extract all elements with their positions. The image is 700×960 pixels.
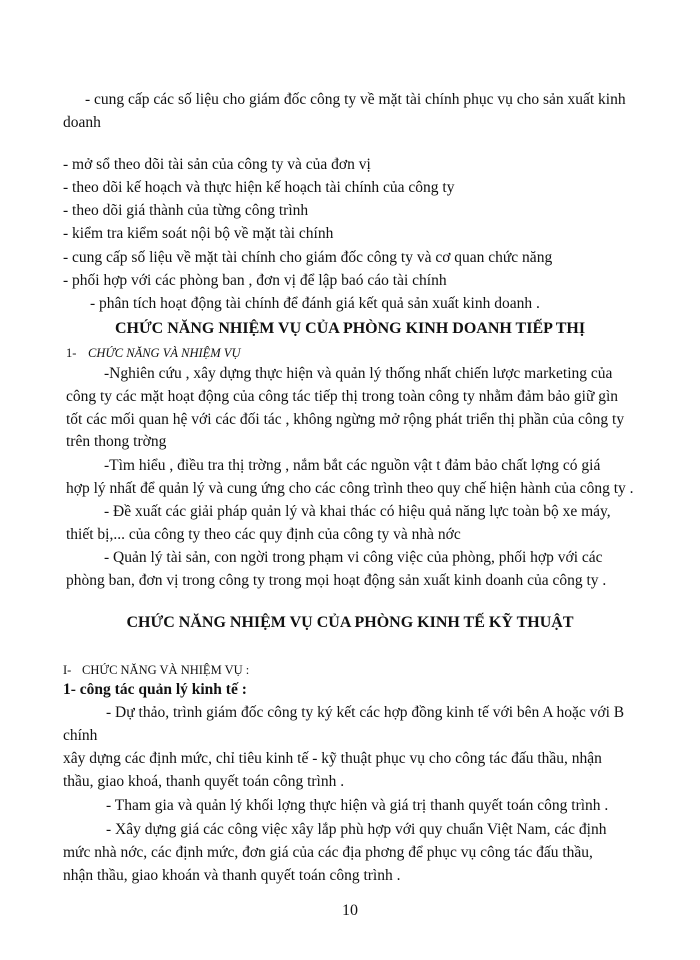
- paragraph-line: - cung cấp các số liệu cho giám đốc công ty về mặt tài chính phục vụ cho sản xuất kinh: [85, 91, 626, 108]
- list-item: - phối hợp với các phòng ban , đơn vị để lập baó cáo tài chính: [63, 272, 447, 289]
- list-item: - theo dõi kế hoạch và thực hiện kế hoạch tài chính của công ty: [63, 179, 455, 196]
- paragraph-line: - Tham gia và quản lý khối lợng thực hiện và giá trị thanh quyết toán công trình .: [106, 797, 609, 814]
- list-item: - theo dõi giá thành của từng công trình: [63, 202, 309, 219]
- paragraph-line: thiết bị,... của công ty theo các quy định của công ty và nhà nớc: [66, 526, 461, 543]
- paragraph-line: - Dự thảo, trình giám đốc công ty ký kết các hợp đồng kinh tế với bên A hoặc với B: [106, 704, 625, 721]
- paragraph-line: công ty các mặt hoạt động của công tác tiếp thị trong toàn công ty nhằm đảm bảo giữ gìn: [66, 388, 619, 405]
- paragraph-line: phòng ban, đơn vị trong công ty trong mọi hoạt động sản xuất kinh doanh của công ty .: [66, 572, 607, 589]
- subheading: CHỨC NĂNG VÀ NHIỆM VỤ: [88, 346, 241, 360]
- paragraph-line: trên thong trờng: [66, 433, 167, 450]
- paragraph-line: mức nhà nớc, các định mức, đơn giá của các địa phơng để phục vụ công tác đấu thầu,: [63, 844, 593, 861]
- paragraph-line: - Đề xuất các giải pháp quản lý và khai thác có hiệu quả năng lực toàn bộ xe máy,: [104, 503, 611, 520]
- list-item: - mở sổ theo dõi tài sản của công ty và của đơn vị: [63, 156, 371, 173]
- paragraph-line: -Tìm hiểu , điều tra thị trờng , nắm bắt các nguồn vật t đảm bảo chất lợng có giá: [104, 457, 601, 474]
- paragraph-line: hợp lý nhất để quản lý và cung ứng cho các công trình theo quy chế hiện hành của công ty .: [66, 480, 634, 497]
- item-heading: 1- công tác quản lý kinh tế :: [63, 681, 247, 698]
- paragraph-line: doanh: [63, 114, 101, 131]
- list-item: - cung cấp số liệu về mặt tài chính cho giám đốc công ty và cơ quan chức năng: [63, 249, 553, 266]
- subheading-number: I-: [63, 663, 72, 677]
- page-number: 10: [342, 902, 358, 919]
- paragraph-line: xây dựng các định mức, chỉ tiêu kinh tế - kỹ thuật phục vụ cho công tác đấu thầu, nhận: [63, 750, 602, 767]
- paragraph-line: - Quản lý tài sản, con ngời trong phạm vi công việc của phòng, phối hợp với các: [104, 549, 603, 566]
- paragraph-line: -Nghiên cứu , xây dựng thực hiện và quản lý thống nhất chiến lược marketing của: [104, 365, 613, 382]
- paragraph-line: chính: [63, 727, 98, 744]
- paragraph-line: nhận thầu, giao khoán và thanh quyết toán công trình .: [63, 867, 401, 884]
- section-heading: CHỨC NĂNG NHIỆM VỤ CỦA PHÒNG KINH DOANH TIẾP THỊ: [114, 320, 586, 337]
- paragraph-line: thầu, giao khoá, thanh quyết toán công trình .: [63, 773, 345, 790]
- subheading: CHỨC NĂNG VÀ NHIỆM VỤ :: [82, 663, 250, 677]
- list-item: - phân tích hoạt động tài chính để đánh giá kết quả sản xuất kinh doanh .: [90, 295, 540, 312]
- list-item: - kiểm tra kiểm soát nội bộ về mặt tài chính: [63, 225, 334, 242]
- paragraph-line: - Xây dựng giá các công việc xây lắp phù hợp với quy chuẩn Việt Nam, các định: [106, 821, 607, 838]
- section-heading: CHỨC NĂNG NHIỆM VỤ CỦA PHÒNG KINH TẾ KỸ THUẬT: [126, 614, 574, 631]
- subheading-number: 1-: [66, 346, 77, 360]
- paragraph-line: tốt các mối quan hệ với các đối tác , không ngừng mở rộng phát triển thị phần của công ty: [66, 411, 625, 428]
